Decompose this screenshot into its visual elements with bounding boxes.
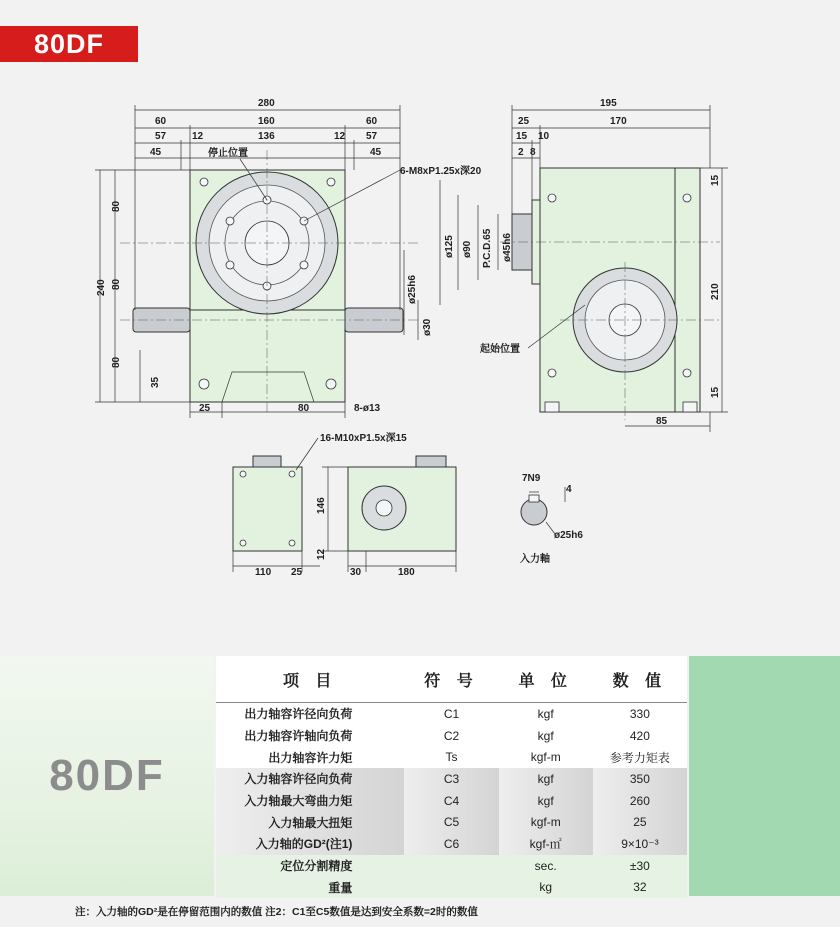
dim-240: 240 — [96, 279, 107, 296]
mount-hole — [683, 194, 691, 202]
dim-12-left: 12 — [192, 131, 204, 142]
tap-callout: 6-M8xP1.25x深20 — [400, 166, 482, 177]
tap-hole — [226, 217, 234, 225]
dim-15-top: 15 — [710, 174, 721, 186]
dim-25-bottom: 25 — [199, 403, 211, 414]
cell-symbol: C6 — [404, 833, 498, 855]
cell-unit: kgf — [499, 790, 593, 812]
dim-15-bottom: 15 — [710, 386, 721, 398]
mount-hole — [289, 471, 295, 477]
dim-57-left: 57 — [155, 131, 167, 142]
cell-item: 定位分割精度 — [216, 855, 404, 877]
cell-value: 9×10⁻³ — [593, 833, 687, 855]
bottom-right-shaft — [416, 456, 446, 467]
cell-item: 出力轴容许轴向负荷 — [216, 725, 404, 747]
dim-80-base: 80 — [298, 403, 310, 414]
cell-unit: kgf-m — [499, 811, 593, 833]
side-foot — [545, 402, 559, 412]
dim-15-side: 15 — [516, 131, 528, 142]
cell-item: 入力轴容许径向负荷 — [216, 768, 404, 790]
cell-item: 入力轴最大扭矩 — [216, 811, 404, 833]
start-position-label: 起始位置 — [480, 344, 520, 355]
spec-row — [216, 855, 687, 877]
side-foot — [683, 402, 697, 412]
dim-8-side: 8 — [530, 147, 536, 158]
cell-item: 入力轴最大弯曲力矩 — [216, 790, 404, 812]
dim-30-br: 30 — [350, 567, 362, 578]
spec-row — [216, 811, 687, 833]
cell-symbol: C3 — [404, 768, 498, 790]
mount-hole — [200, 178, 208, 186]
bottom-view-right — [316, 456, 456, 578]
cell-symbol: Ts — [404, 746, 498, 768]
dim-57-right: 57 — [366, 131, 378, 142]
header-unit: 单 位 — [499, 656, 593, 703]
cell-symbol — [404, 855, 498, 877]
dim-10-side: 10 — [538, 131, 550, 142]
dim-dia-90: ø90 — [462, 240, 473, 258]
cell-symbol — [404, 877, 498, 899]
cell-unit: sec. — [499, 855, 593, 877]
dim-160: 160 — [258, 116, 275, 127]
dim-25-bl: 25 — [291, 567, 303, 578]
bottom-right-bore — [376, 500, 392, 516]
input-shaft-label: 入力軸 — [520, 554, 550, 565]
dim-136: 136 — [258, 131, 275, 142]
mount-hole — [548, 369, 556, 377]
front-view — [95, 98, 482, 418]
dim-85: 85 — [656, 416, 668, 427]
cell-symbol: C2 — [404, 725, 498, 747]
cell-symbol: C1 — [404, 703, 498, 725]
cell-unit: kg — [499, 877, 593, 899]
tap-hole — [300, 261, 308, 269]
spec-model-label: 80DF — [49, 751, 165, 800]
model-badge: 80DF — [0, 26, 138, 62]
cell-unit: kgf — [499, 768, 593, 790]
spec-table — [216, 656, 687, 898]
cell-item: 入力轴的GD²(注1) — [216, 833, 404, 855]
dim-dia-125: ø125 — [444, 235, 455, 258]
dim-45-right: 45 — [370, 147, 382, 158]
cell-value: 330 — [593, 703, 687, 725]
spec-header-row — [216, 656, 687, 703]
dim-146: 146 — [316, 497, 327, 514]
dim-195: 195 — [600, 98, 617, 109]
spec-model-panel — [0, 656, 214, 896]
dim-80-bottom: 80 — [111, 356, 122, 368]
dim-60-left: 60 — [155, 116, 167, 127]
mount-hole — [683, 369, 691, 377]
mount-hole — [199, 379, 209, 389]
header-value: 数 值 — [593, 656, 687, 703]
cell-unit: kgf-㎡ — [499, 833, 593, 855]
cell-unit: kgf — [499, 725, 593, 747]
input-shaft-section — [521, 499, 547, 525]
spec-row — [216, 725, 687, 747]
front-base — [190, 310, 345, 402]
cell-unit: kgf — [499, 703, 593, 725]
dim-shaft-dia-30: ø30 — [422, 318, 433, 336]
dim-25-side: 25 — [518, 116, 530, 127]
cell-value: 参考力矩表 — [593, 746, 687, 768]
spec-row — [216, 768, 687, 790]
key-depth: 4 — [566, 484, 572, 495]
dim-210: 210 — [710, 283, 721, 300]
mount-hole — [548, 194, 556, 202]
spec-row — [216, 877, 687, 899]
bottom-left-housing — [233, 467, 302, 551]
dim-12-right: 12 — [334, 131, 346, 142]
cell-value: 32 — [593, 877, 687, 899]
dim-280: 280 — [258, 98, 275, 109]
header-item: 项 目 — [216, 656, 404, 703]
cell-symbol: C5 — [404, 811, 498, 833]
spec-row — [216, 833, 687, 855]
bottom-left-shaft — [253, 456, 281, 467]
tap-hole — [226, 261, 234, 269]
key-slot — [529, 495, 539, 502]
dim-2-side: 2 — [518, 147, 524, 158]
cell-item: 出力轴容许径向负荷 — [216, 703, 404, 725]
footnote: 注：入力轴的GD²是在停留范围内的数值 注2：C1至C5数值是达到安全系数=2时的数值 — [75, 906, 478, 918]
cell-unit: kgf-m — [499, 746, 593, 768]
spec-accent-panel — [689, 656, 840, 896]
side-view — [440, 98, 728, 432]
mount-hole — [240, 471, 246, 477]
mount-hole — [326, 379, 336, 389]
key-width: 7N9 — [522, 473, 541, 484]
spec-row — [216, 746, 687, 768]
cell-symbol: C4 — [404, 790, 498, 812]
mount-hole — [327, 178, 335, 186]
cell-item: 出力轴容许力矩 — [216, 746, 404, 768]
cell-value: 350 — [593, 768, 687, 790]
cell-value: 420 — [593, 725, 687, 747]
dim-80-mid: 80 — [111, 278, 122, 290]
header-symbol: 符 号 — [404, 656, 498, 703]
cell-value: ±30 — [593, 855, 687, 877]
dim-35: 35 — [150, 376, 161, 388]
base-hole-callout: 8-ø13 — [354, 403, 381, 414]
cell-item: 重量 — [216, 877, 404, 899]
dim-shaft-dia-25: ø25h6 — [407, 275, 418, 304]
cell-value: 260 — [593, 790, 687, 812]
dim-110: 110 — [255, 567, 272, 578]
input-shaft-diameter: ø25h6 — [554, 530, 583, 541]
mount-hole — [240, 540, 246, 546]
spec-section — [0, 656, 840, 896]
spec-row — [216, 703, 687, 725]
input-shaft-detail — [520, 473, 583, 565]
dim-12-bottom: 12 — [316, 548, 327, 560]
dim-pcd-65: P.C.D.65 — [482, 228, 493, 268]
dim-80-top: 80 — [111, 200, 122, 212]
dim-180: 180 — [398, 567, 415, 578]
dim-170: 170 — [610, 116, 627, 127]
dim-45-left: 45 — [150, 147, 162, 158]
spec-row — [216, 790, 687, 812]
bottom-tap-callout: 16-M10xP1.5x深15 — [320, 433, 407, 444]
cell-value: 25 — [593, 811, 687, 833]
dim-dia-45: ø45h6 — [502, 233, 513, 262]
stop-position-label: 停止位置 — [208, 148, 248, 159]
mount-hole — [289, 540, 295, 546]
dim-60-right: 60 — [366, 116, 378, 127]
